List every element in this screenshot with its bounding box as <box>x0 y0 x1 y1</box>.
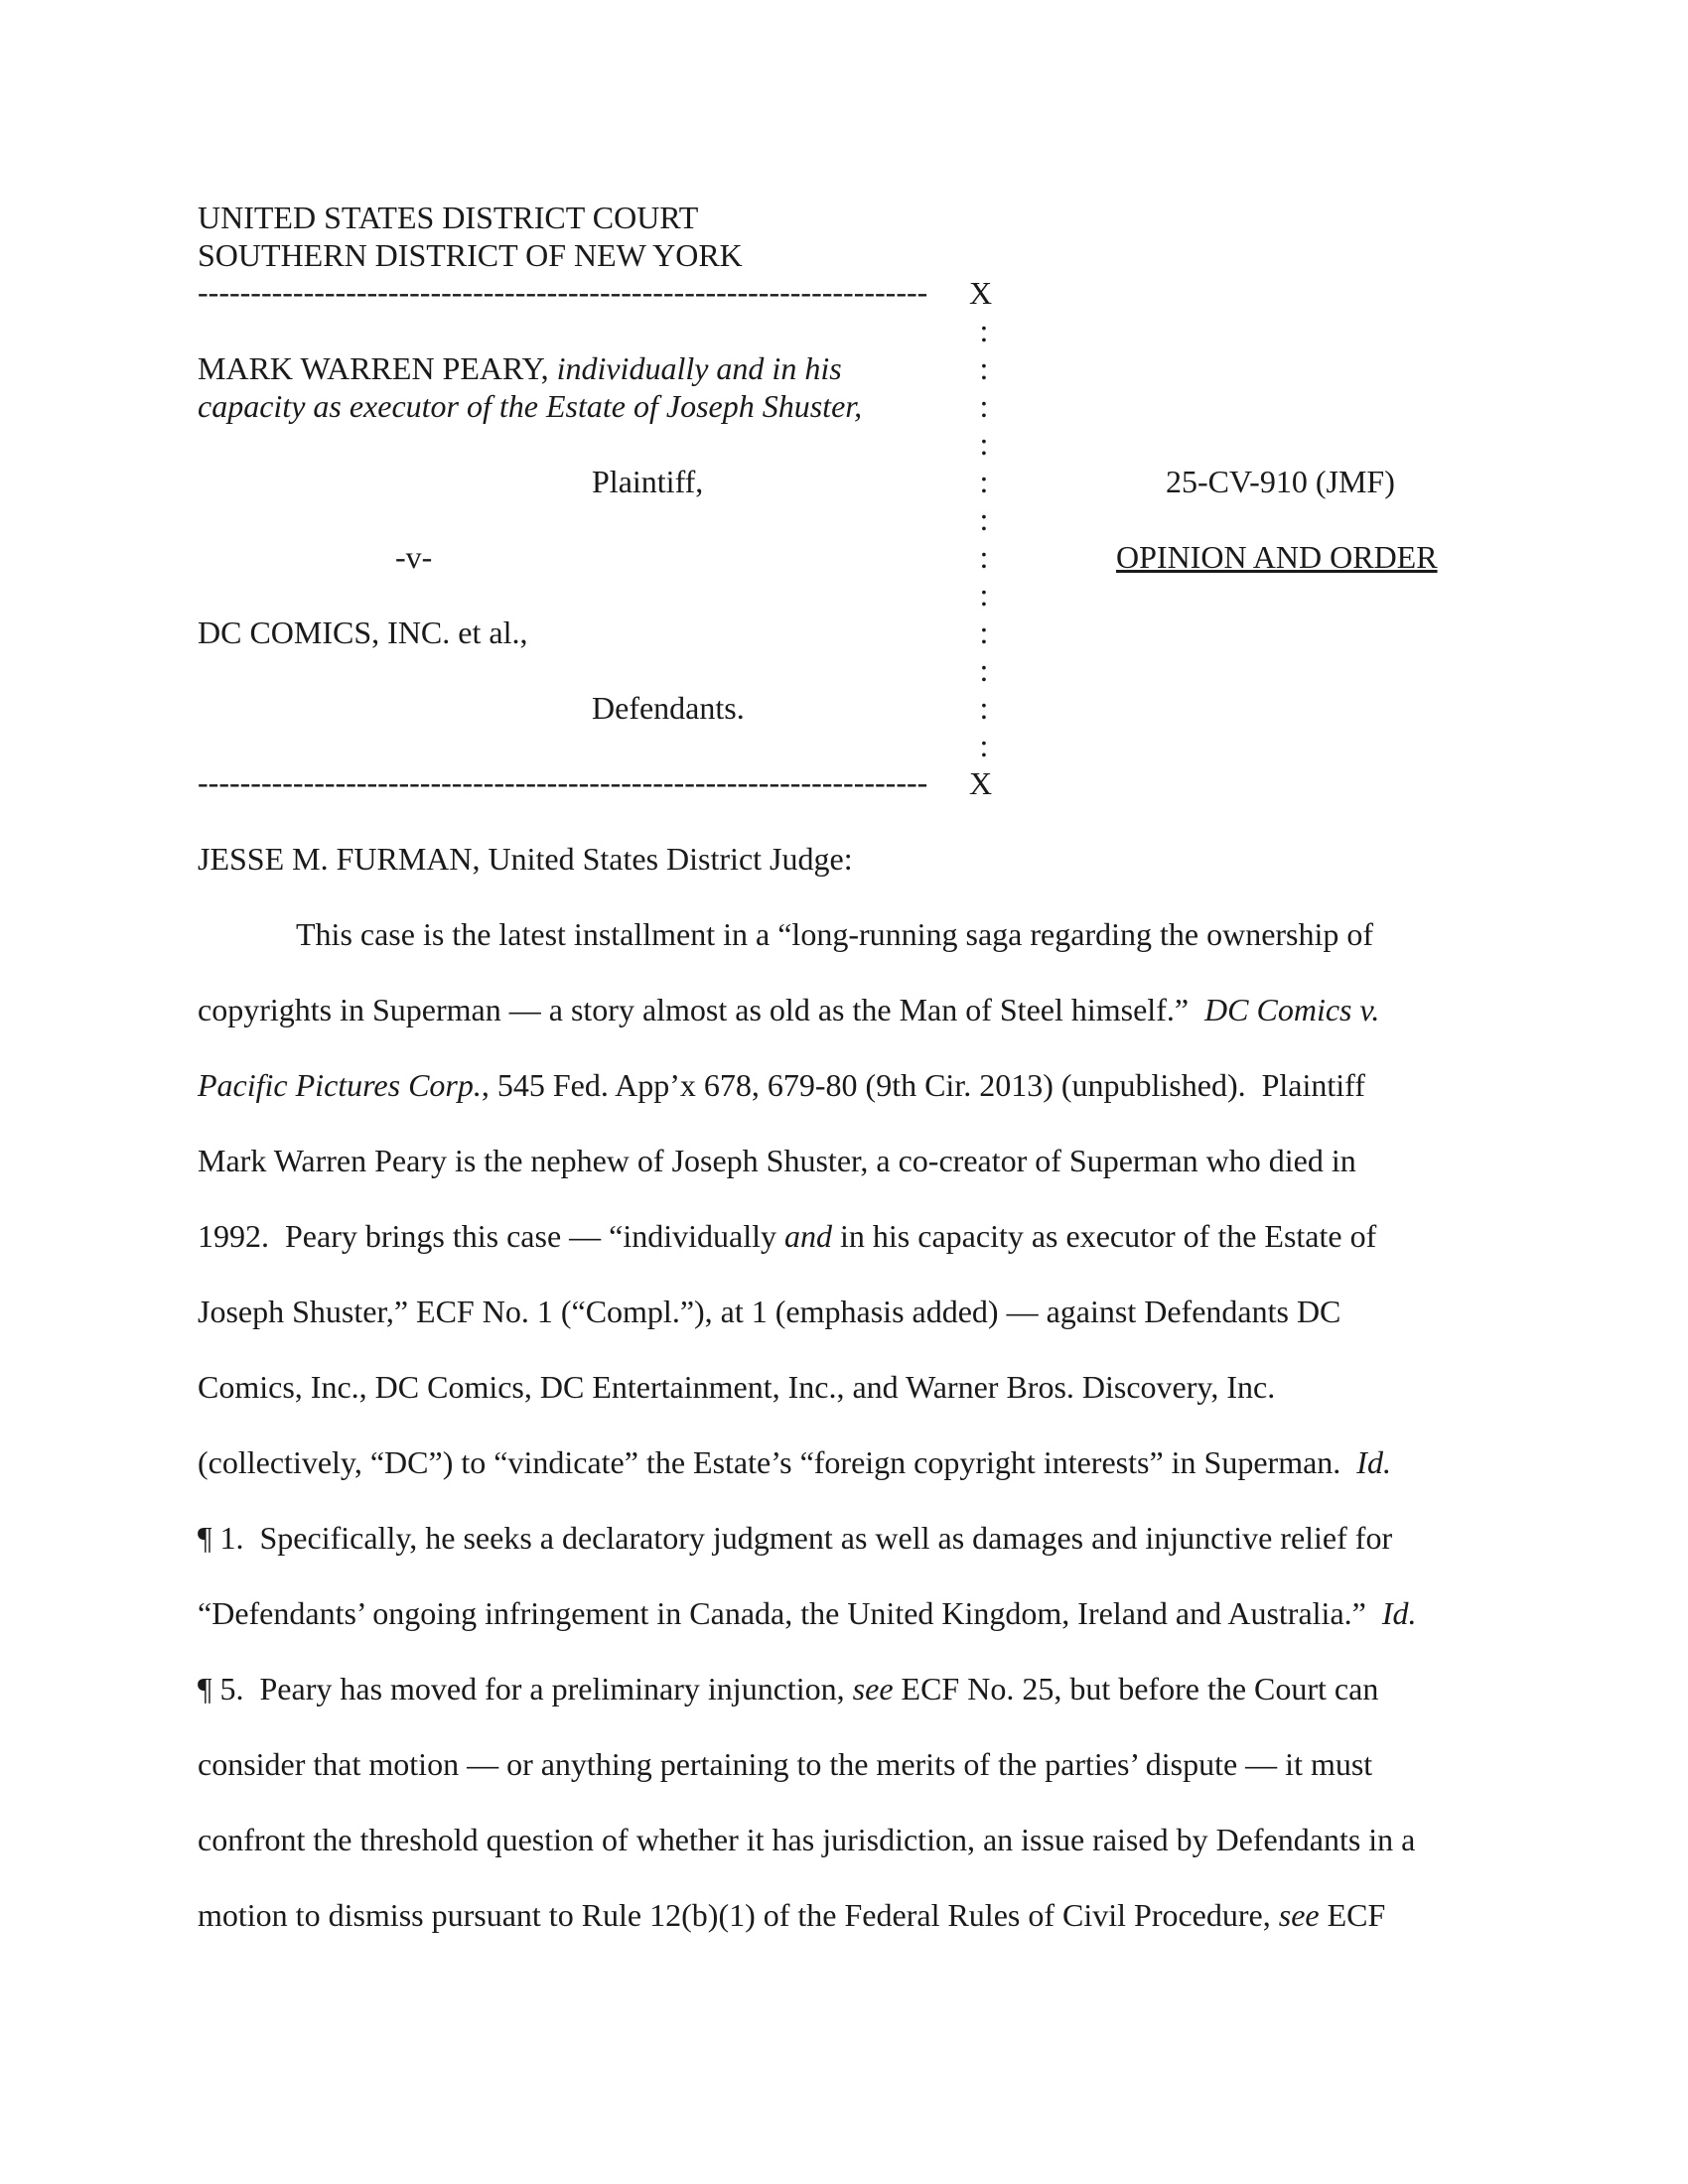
body-line-14: motion to dismiss pursuant to Rule 12(b)(1) of the Federal Rules of Civil Procedure, see ECF <box>198 1897 1386 1933</box>
document-title: OPINION AND ORDER <box>1116 539 1438 575</box>
body-line-11: ¶ 5. Peary has moved for a preliminary injunction, see ECF No. 25, but before the Court can <box>198 1671 1379 1706</box>
rule-dashes: --------------------------------------------------------------------- <box>198 274 928 310</box>
caption-colon: : <box>979 350 989 386</box>
plaintiff-name: MARK WARREN PEARY, individually and in his <box>198 350 842 386</box>
body-line-7: Comics, Inc., DC Comics, DC Entertainment, Inc., and Warner Bros. Discovery, Inc. <box>198 1369 1276 1405</box>
rule-dashes: --------------------------------------------------------------------- <box>198 764 928 800</box>
caption-colon: : <box>979 690 989 726</box>
plaintiff-label: Plaintiff, <box>592 464 704 499</box>
judge-line: JESSE M. FURMAN, United States District Judge: <box>198 841 853 877</box>
body-line-1: This case is the latest installment in a “long-running saga regarding the ownership of <box>296 916 1374 952</box>
caption-top-rule <box>198 274 992 311</box>
caption-colon: : <box>979 501 989 537</box>
defendant-label: Defendants. <box>592 690 745 726</box>
caption-bottom-rule-end: X <box>969 765 993 801</box>
caption-colon: : <box>979 313 989 348</box>
body-line-4: Mark Warren Peary is the nephew of Joseph Shuster, a co-creator of Superman who died in <box>198 1143 1356 1178</box>
body-line-10: “Defendants’ ongoing infringement in Canada, the United Kingdom, Ireland and Australia.” Id. <box>198 1595 1417 1631</box>
caption-colon: : <box>979 426 989 462</box>
caption-colon: : <box>979 728 989 763</box>
plaintiff-capacity-1: individually and in his <box>548 350 842 386</box>
caption-colon: : <box>979 577 989 613</box>
caption-colon: : <box>979 539 989 575</box>
body-line-9: ¶ 1. Specifically, he seeks a declaratory judgment as well as damages and injunctive relief for <box>198 1520 1393 1556</box>
body-line-6: Joseph Shuster,” ECF No. 1 (“Compl.”), at 1 (emphasis added) — against Defendants DC <box>198 1294 1341 1329</box>
body-line-8: (collectively, “DC”) to “vindicate” the Estate’s “foreign copyright interests” in Superman. Id. <box>198 1444 1391 1480</box>
body-line-2: copyrights in Superman — a story almost as old as the Man of Steel himself.” DC Comics v. <box>198 992 1380 1027</box>
versus: -v- <box>395 539 433 575</box>
caption-bottom-rule <box>198 764 992 801</box>
body-line-13: confront the threshold question of whether it has jurisdiction, an issue raised by Defendants in a <box>198 1822 1416 1857</box>
body-line-5: 1992. Peary brings this case — “individually and in his capacity as executor of the Estate of <box>198 1218 1377 1254</box>
body-line-12: consider that motion — or anything pertaining to the merits of the parties’ dispute — it must <box>198 1746 1373 1782</box>
court-name-line2: SOUTHERN DISTRICT OF NEW YORK <box>198 237 743 273</box>
caption-colon: : <box>979 388 989 424</box>
plaintiff-capacity-2: capacity as executor of the Estate of Joseph Shuster, <box>198 388 863 424</box>
case-number: 25-CV-910 (JMF) <box>1166 464 1395 499</box>
caption-colon: : <box>979 652 989 688</box>
caption-colon: : <box>979 464 989 499</box>
court-name-line1: UNITED STATES DISTRICT COURT <box>198 200 699 235</box>
caption-colon: : <box>979 614 989 650</box>
body-line-3: Pacific Pictures Corp., 545 Fed. App’x 678, 679-80 (9th Cir. 2013) (unpublished). Plaintiff <box>198 1067 1365 1103</box>
caption-top-rule-end: X <box>969 275 993 311</box>
defendant-name: DC COMICS, INC. et al., <box>198 614 528 650</box>
